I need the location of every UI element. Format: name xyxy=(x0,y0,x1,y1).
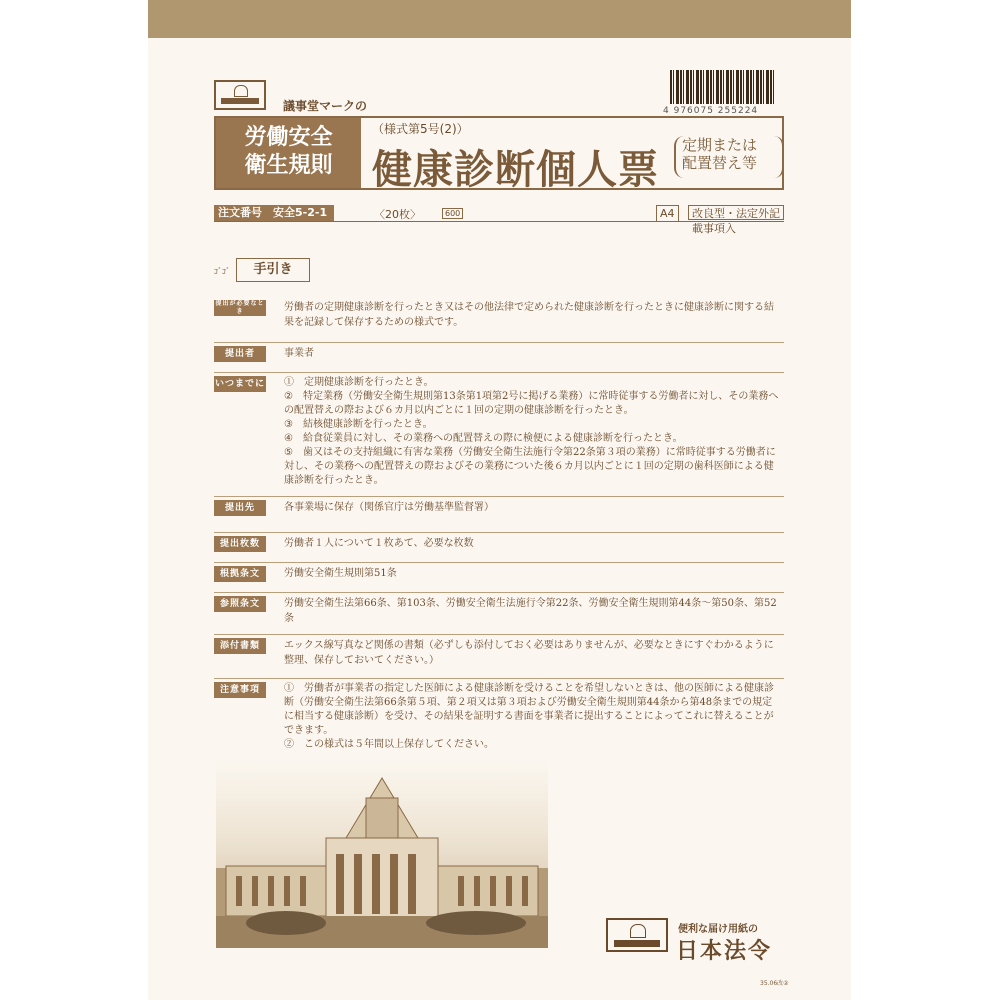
row-label: 提出が必要なとき xyxy=(215,300,265,315)
barcode-number: 4 976075 255224 xyxy=(663,106,759,116)
form-cover-sheet xyxy=(148,0,851,1000)
diet-building-photo xyxy=(216,758,548,948)
brand-name: 日本法令 xyxy=(676,939,773,964)
row-label: 提出者 xyxy=(214,346,266,362)
top-color-band xyxy=(148,0,851,38)
row-text: 労働者の定期健康診断を行ったとき又はその他法律で定められた健康診断を行ったときに健康診断に関する結果を記録して保存するための様式です。 xyxy=(284,302,774,328)
table-row xyxy=(214,532,784,563)
page-title: 健康診断個人票 xyxy=(372,147,659,193)
row-text: ① 労働者が事業者の指定した医師による健康診断を受けることを希望しないときは、他の医師による健康診断（労働安全衛生法第66条第５項、第２項又は第３項および労働安全衛生規則第44条から第48条までの規定に相当する健康診断）を受け、その結果を証明する書面を事業者に提出することによってこれに替えることができます。 ② この様式は５年間以上保存してください。 xyxy=(284,683,774,750)
form-number: （様式第5号(2)） xyxy=(372,122,469,136)
table-row xyxy=(214,296,784,343)
sub-title-line2: 配置替え等 xyxy=(682,154,758,172)
sheet-count: 〈20枚〉 xyxy=(374,208,421,221)
row-label: 添付書類 xyxy=(214,638,266,654)
order-bar xyxy=(214,205,784,235)
row-text: エックス線写真など関係の書類（必ずしも添付しておく必要はありませんが、必要なときにすぐわかるように整理、保存しておいてください。） xyxy=(284,640,774,666)
brand-tagline: 便利な届け用紙の xyxy=(678,924,758,935)
diet-building-illustration xyxy=(216,758,548,948)
diet-building-logo-icon xyxy=(214,80,266,110)
law-name-line2: 衛生規則 xyxy=(244,153,333,178)
law-name-line1: 労働安全 xyxy=(244,125,333,150)
row-text: 労働安全衛生法第66条、第103条、労働安全衛生法施行令第22条、労働安全衛生規則第44条～第50条、第52条 xyxy=(284,598,777,624)
brand-logo-icon xyxy=(606,918,668,952)
edition-note: 改良型・法定外記載事項入 xyxy=(688,205,784,220)
table-row xyxy=(214,562,784,593)
title-box xyxy=(214,116,784,193)
guide-icon: ｺﾞｺﾞ xyxy=(214,267,230,276)
table-row xyxy=(214,496,784,533)
order-number: 注文番号 安全5-2-1 xyxy=(214,205,334,221)
row-label: 提出先 xyxy=(214,500,266,516)
table-row xyxy=(214,342,784,373)
guide-heading: 手引き xyxy=(236,258,310,282)
row-label: 参照条文 xyxy=(214,596,266,612)
row-text: 事業者 xyxy=(284,348,314,359)
table-row xyxy=(214,372,784,497)
table-row xyxy=(214,678,784,754)
size-badge: A4 xyxy=(656,205,679,222)
sub-title xyxy=(674,136,784,178)
table-row xyxy=(214,634,784,679)
row-text: ① 定期健康診断を行ったとき。 ② 特定業務（労働安全衛生規則第13条第1項第2号に掲げる業務）に常時従事する労働者に対し、その業務への配置替えの際および６カ月以内ごとに１回の定期の健康診断を行ったとき。 ③ 結核健康診断を行ったとき。 ④ 給食従業員に対し、その業務への配置替えの際に検便による健康診断を行ったとき。 ⑤ 歯又はその支持組織に有害な業務（労働安全衛生法施行令第22条第３項の業務）に常時従事する労働者に対し、その業務への配置替えの際およびその業務についた後６カ月以内ごとに１回の定期の歯科医師による健康診断を行ったとき。 xyxy=(284,377,779,486)
row-label: いつまでに xyxy=(214,376,266,392)
sub-title-line1: 定期または xyxy=(682,136,758,154)
mark-label: 議事堂マークの xyxy=(283,99,368,113)
row-label: 提出枚数 xyxy=(214,536,266,552)
price-badge: 600 xyxy=(442,208,463,219)
row-text: 労働者１人について１枚あて、必要な枚数 xyxy=(284,538,474,549)
row-label: 根拠条文 xyxy=(214,566,266,582)
table-row xyxy=(214,592,784,635)
row-label: 注意事項 xyxy=(214,682,266,698)
row-text: 各事業場に保存（関係官庁は労働基準監督署） xyxy=(284,502,494,513)
barcode-icon xyxy=(670,70,774,104)
row-text: 労働安全衛生規則第51条 xyxy=(284,568,397,579)
law-name-block xyxy=(216,118,361,188)
revision-code: 35.06改② xyxy=(760,980,789,987)
